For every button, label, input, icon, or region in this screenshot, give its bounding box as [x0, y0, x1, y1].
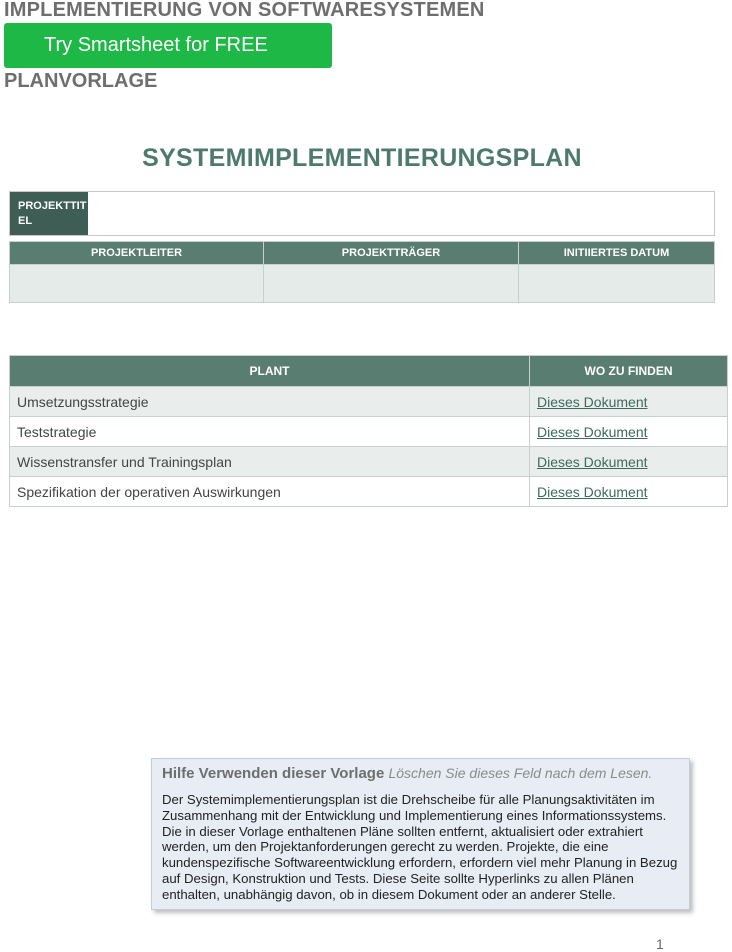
page-number: 1: [656, 936, 664, 952]
plan-location-link[interactable]: Dieses Dokument: [537, 453, 648, 470]
meta-header-datum: INITIIERTES DATUM: [519, 242, 715, 265]
plan-location-link[interactable]: Dieses Dokument: [537, 423, 648, 440]
plan-name: Teststrategie: [10, 417, 530, 447]
help-box: [151, 758, 690, 910]
help-heading: Hilfe Verwenden dieser Vorlage: [162, 765, 385, 782]
plan-title: SYSTEMIMPLEMENTIERUNGSPLAN: [142, 144, 582, 172]
document-title: IMPLEMENTIERUNG VON SOFTWARESYSTEMEN: [4, 0, 485, 21]
help-note: Löschen Sie dieses Feld nach dem Lesen.: [388, 765, 653, 781]
try-smartsheet-button[interactable]: Try Smartsheet for FREE: [4, 23, 332, 68]
plan-name: Umsetzungsstrategie: [10, 387, 530, 417]
plan-name: Wissenstransfer und Trainingsplan: [10, 447, 530, 477]
table-row: [10, 387, 728, 417]
plan-location-link[interactable]: Dieses Dokument: [537, 483, 648, 500]
plans-table: [9, 355, 728, 507]
meta-header-projektleiter: PROJEKTLEITER: [10, 242, 264, 265]
meta-header-projekttraeger: PROJEKTTRÄGER: [264, 242, 519, 265]
plans-header-location: WO ZU FINDEN: [530, 356, 728, 387]
meta-value-projekttraeger[interactable]: [264, 265, 519, 303]
project-title-field[interactable]: [9, 191, 715, 236]
help-body: Der Systemimplementierungsplan ist die Drehscheibe für alle Planungsaktivitäten im Zusammenhang mit der Entwicklung und Implementierung eines Informationssystems. Die in dieser Vorlage enthaltenen Pläne sollten entfernt, aktualisiert oder extrahiert werden, um den Projektanforderungen gerecht zu werden. Projekte, die eine kundenspezifische Softwareentwicklung erfordern, erfordern viel mehr Planung in Bezug auf Design, Konstruktion und Tests. Diese Seite sollte Hyperlinks zu allen Plänen enthalten, unabhängig davon, ob in diesem Dokument oder an anderer Stelle.: [162, 792, 678, 902]
meta-value-projektleiter[interactable]: [10, 265, 264, 303]
project-meta-table: [9, 241, 715, 303]
plan-location-link[interactable]: Dieses Dokument: [537, 393, 648, 410]
help-heading-line: [162, 765, 679, 782]
table-row: [10, 417, 728, 447]
plan-name: Spezifikation der operativen Auswirkungen: [10, 477, 530, 507]
document-subtitle: PLANVORLAGE: [4, 70, 158, 92]
table-row: [10, 447, 728, 477]
table-row: [10, 477, 728, 507]
project-title-label: PROJEKTTIT EL: [10, 192, 88, 235]
plans-header-plan: PLANT: [10, 356, 530, 387]
meta-value-datum[interactable]: [519, 265, 715, 303]
